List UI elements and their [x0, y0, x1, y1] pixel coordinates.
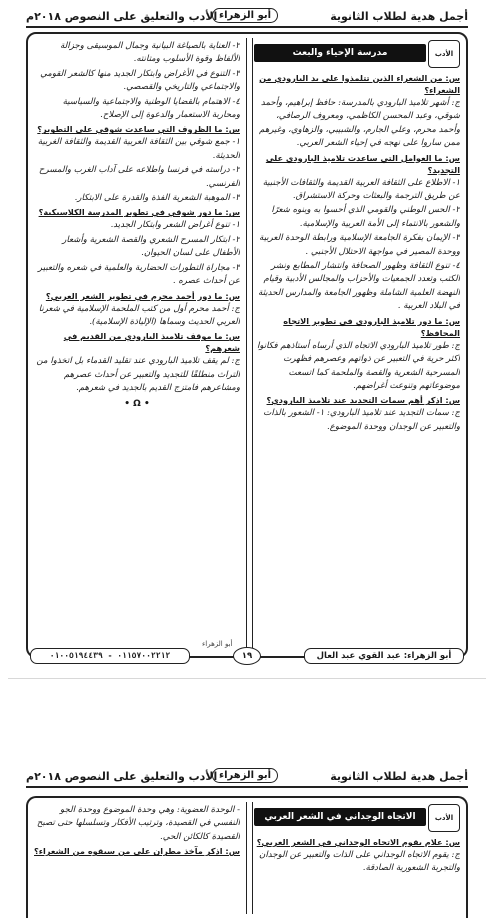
footer-author: أبو الزهراء: عبد القوي عبد العال: [304, 648, 464, 664]
header-rule: [26, 786, 468, 788]
page-header: [26, 764, 468, 788]
question-heading: س: ما دور تلاميذ البارودي في تطوير الاتجاه المحافظ؟: [283, 315, 460, 338]
paragraph: - الوحدة العضوية: وهي وحدة الموضوع ووحدة الجو النفسي في القصيدة، وترتيب الأفكار وتسلسلها حتى تصبح القصيدة كالكائن الحي.: [36, 805, 240, 842]
content-frame: [26, 32, 468, 658]
end-mark: • Ω •: [124, 398, 150, 409]
paragraph: ٢- دراسته في فرنسا واطلاعه على آداب الغرب والمسرح الفرنسي.: [38, 165, 240, 189]
question-heading: س: ما موقف تلاميذ البارودي من القديم في شعرهم؟: [63, 331, 240, 354]
banner-tag: الأدب: [428, 804, 460, 832]
banner-title: الاتجاه الوجداني في الشعر العربي: [254, 808, 426, 826]
page-separator: [8, 678, 486, 679]
paragraph: ٣- مجاراة التطورات الحضارية والعلمية في شعره والتعبير عن أحداث عصره .: [38, 262, 240, 287]
paragraph: ٤- تنوع الثقافة وظهور الصحافة وانتشار المطابع ونشر الكتب وتعدد الجمعيات والأحزاب والمجالس الأدبية وقيام النهضة العلمية الشاملة وظهور الجامعة والمدارس الحديثة في البلاد العربية .: [258, 261, 460, 312]
question-heading: س: اذكر مآخذ مطران على من سبقوه من الشعراء؟: [34, 846, 240, 857]
header-rule: [26, 26, 468, 28]
paragraph: ٢- ابتكار المسرح الشعري والقصة الشعرية وأشعار الأطفال على لسان الحيوان.: [62, 234, 240, 259]
paragraph: ١- جمع شوقي بين الثقافة العربية القديمة والثقافة الغربية الحديثة.: [37, 137, 240, 161]
paragraph: ١- الاطلاع على الثقافة العربية القديمة والثقافات الأجنبية عن طريق الترجمة والبعثات وحركة الاستشراق.: [262, 177, 460, 202]
page-number: ١٩: [233, 647, 261, 665]
header-badge: أبو الزهراء: [212, 8, 278, 23]
right-column: [254, 40, 460, 435]
paragraph: ج: يقوم الاتجاه الوجداني على الذات والتعبير عن الوجدان والتجربة الشعورية الصادقة.: [259, 850, 460, 874]
document-page-2: [0, 760, 494, 900]
paragraph: ج: لم يقف تلاميذ البارودي عند تقليد القدماء بل اتخذوا من التراث منطلقًا للتجديد والتعبير عن أحداث عصرهم ومشاعرهم فامتزج القديم بالجديد في شعرهم.: [36, 356, 240, 394]
page-footer: [30, 640, 464, 666]
page-header: [26, 4, 468, 28]
column-divider: [246, 38, 253, 652]
paragraph: ج: أشهر تلاميذ البارودي بالمدرسة: حافظ إبراهيم، وأحمد شوقي، وعبد المحسن الكاظمي، ومعروف الرصافي، وأحمد محرم، وعلي الجارم، والشبيبي، والزهاوي، وغيرهم ممن ساروا على نهجه في إحياء الشعر العربي.: [259, 98, 460, 149]
header-badge: أبو الزهراء: [212, 768, 278, 783]
header-right-title: أجمل هدية لطلاب الثانوية: [330, 10, 468, 23]
header-left-title: الأدب والتعليق على النصوص ٢٠١٨م: [26, 10, 218, 23]
left-column: [34, 40, 240, 411]
footer-mid-note: أبو الزهراء: [202, 640, 233, 648]
question-heading: س: علام يقوم الاتجاه الوجداني في الشعر العربي؟: [256, 837, 460, 847]
paragraph: ج: سمات التجديد عند تلاميذ البارودي: ١- الشعور بالذات والتعبير عن الوجدان ووحدة الموضوع.: [263, 408, 460, 432]
paragraph: ج: طور تلاميذ البارودي الاتجاه الذي أرساه أستاذهم فكانوا أكثر حرية في التعبير عن ذواتهم وعصرهم فظهرت المسرحية الشعرية والقصة والملحمة كما اتسعت موضوعاتهم وتنوعت أغراضهم.: [256, 340, 460, 391]
page-gap: [0, 676, 494, 760]
question-heading: س: ما العوامل التي ساعدت تلاميذ البارودي على التجديد؟: [265, 152, 460, 175]
footer-phone: ٠١١٥٧٠٠٢٢١٢ - ٠١٠٠٥١٩٤٤٣٩: [30, 648, 190, 664]
paragraph: ٣- الموهبة الشعرية الفذة والقدرة على الابتكار.: [74, 193, 240, 204]
paragraph: ٣- التنوع في الأغراض وابتكار الجديد منها كالشعر القومي والاجتماعي والتاريخي والقصصي.: [40, 68, 240, 93]
header-right-title: أجمل هدية لطلاب الثانوية: [330, 770, 468, 783]
header-left-title: الأدب والتعليق على النصوص ٢٠١٨م: [26, 770, 218, 783]
banner-tag: الأدب: [428, 40, 460, 68]
paragraph: ٢- الحس الوطني والقومي الذي أحسوا به وبنوه شعرًا والشعور بالانتماء إلى الأمة العربية والإسلامية.: [271, 205, 460, 229]
paragraph: ٤- الاهتمام بالقضايا الوطنية والاجتماعية والسياسية ومحاربة الاستعمار والدعوة إلى الإصلاح.: [62, 96, 240, 121]
column-divider: [246, 802, 253, 914]
banner-title: مدرسة الإحياء والبعث: [254, 44, 426, 62]
section-banner: [254, 40, 460, 70]
question-heading: س: ما دور شوقي في تطوير المدرسة الكلاسيكية؟: [38, 207, 240, 218]
section-banner: [254, 804, 460, 834]
right-column: [254, 804, 460, 877]
paragraph: ج: أحمد محرم أول من كتب الملحمة الإسلامية في شعرنا العربي الحديث وسماها (الإلياذة الإسلامية).: [38, 303, 240, 327]
question-heading: س: ما دور أحمد محرم في تطوير الشعر العربي؟: [45, 290, 240, 301]
paragraph: ١- تنوع أغراض الشعر وابتكار الجديد.: [110, 220, 240, 231]
paragraph: ٣- الإيمان بفكرة الجامعة الإسلامية ورابطة الوحدة العربية ووحدة المصير في مواجهة الاحتلال الأجنبي .: [259, 233, 460, 257]
question-heading: س: من الشعراء الذين تتلمذوا على يد البارودي من الشعراء؟: [259, 73, 460, 95]
left-column: [34, 804, 240, 858]
paragraph: ٢- العناية بالصياغة البيانية وجمال الموسيقى وجزالة الألفاظ وقوة الأسلوب ومتانته.: [60, 41, 240, 65]
question-heading: س: ما الظروف التي ساعدت شوقي على التطوير؟: [37, 124, 240, 135]
question-heading: س: اذكر أهم سمات التجديد عند تلاميذ البارودي؟: [266, 395, 460, 406]
